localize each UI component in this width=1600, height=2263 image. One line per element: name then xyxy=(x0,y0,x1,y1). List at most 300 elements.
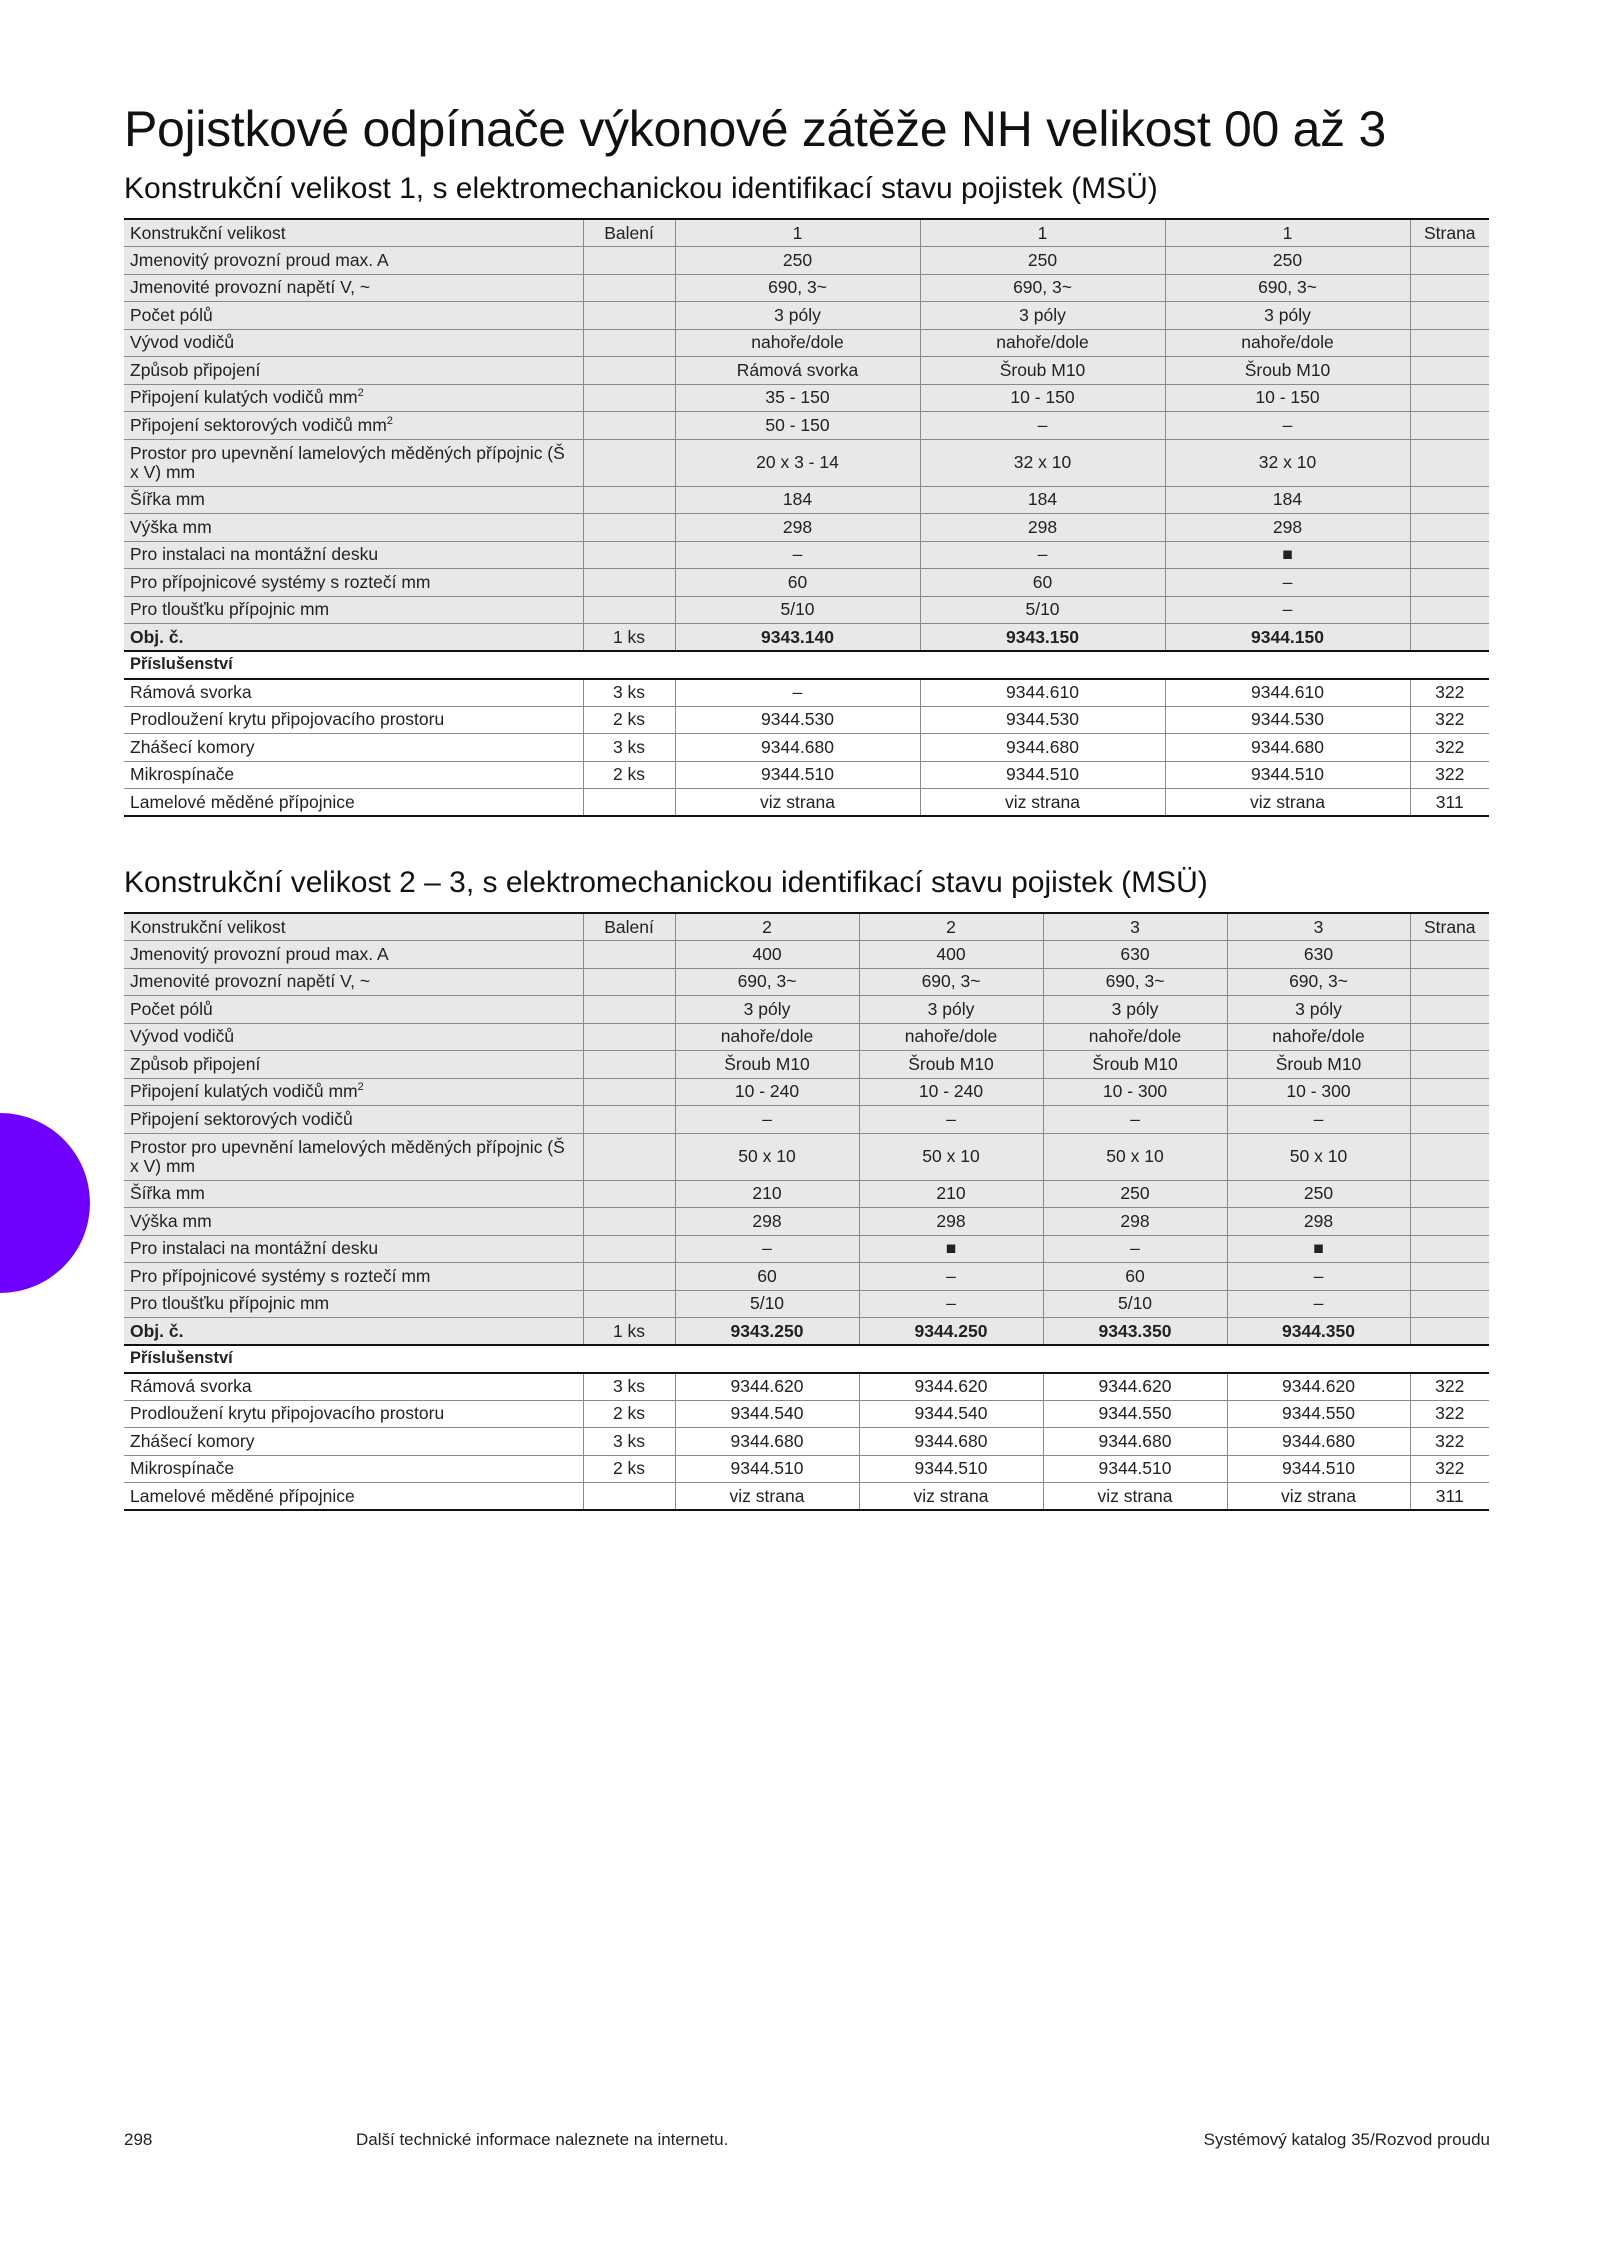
pack-cell: 2 ks xyxy=(583,1455,675,1483)
value-cell: ■ xyxy=(1227,1235,1410,1263)
value-cell: 5/10 xyxy=(920,596,1165,624)
value-cell: 3 póly xyxy=(675,996,859,1024)
value-cell: 9344.680 xyxy=(1165,734,1410,762)
value-cell: – xyxy=(1227,1106,1410,1134)
value-cell: viz strana xyxy=(920,789,1165,817)
page-ref-cell xyxy=(1410,968,1489,996)
page-ref-cell xyxy=(1410,1318,1489,1346)
pack-cell xyxy=(583,486,675,514)
value-cell: – xyxy=(920,412,1165,440)
unit-superscript: 2 xyxy=(357,1081,364,1094)
pack-cell xyxy=(583,384,675,412)
row-label: Pro tloušťku přípojnic mm xyxy=(124,1290,583,1318)
spec-row xyxy=(124,1235,1489,1263)
row-label: Výška mm xyxy=(124,514,583,542)
value-cell: 9344.610 xyxy=(920,679,1165,707)
row-label: Vývod vodičů xyxy=(124,329,583,357)
value-cell: – xyxy=(675,1106,859,1134)
accessories-heading-row xyxy=(124,1345,1489,1373)
row-label: Prostor pro upevnění lamelových měděných přípojnic (Š x V) mm xyxy=(124,439,583,486)
value-cell: – xyxy=(859,1290,1043,1318)
section-title-size-1: Konstrukční velikost 1, s elektromechanickou identifikací stavu pojistek (MSÜ) xyxy=(124,172,1158,205)
pack-cell: 1 ks xyxy=(583,1318,675,1346)
pack-cell xyxy=(583,996,675,1024)
value-cell: 3 xyxy=(1227,913,1410,941)
pack-cell: 2 ks xyxy=(583,761,675,789)
row-label: Obj. č. xyxy=(124,624,583,652)
spec-row xyxy=(124,1290,1489,1318)
page-ref-cell xyxy=(1410,1078,1489,1106)
accessory-row xyxy=(124,1428,1489,1456)
value-cell: 400 xyxy=(859,941,1043,969)
value-cell: Šroub M10 xyxy=(1227,1051,1410,1079)
value-cell: – xyxy=(675,679,920,707)
pack-cell xyxy=(583,302,675,330)
row-label: Způsob připojení xyxy=(124,357,583,385)
value-cell: 3 póly xyxy=(1043,996,1227,1024)
page-ref-cell xyxy=(1410,1133,1489,1180)
pack-cell xyxy=(583,1180,675,1208)
value-cell: 630 xyxy=(1043,941,1227,969)
spec-row xyxy=(124,486,1489,514)
page-title: Pojistkové odpínače výkonové zátěže NH velikost 00 až 3 xyxy=(124,101,1386,157)
value-cell: 9344.680 xyxy=(859,1428,1043,1456)
value-cell: viz strana xyxy=(1165,789,1410,817)
value-cell: 10 - 240 xyxy=(675,1078,859,1106)
value-cell: 630 xyxy=(1227,941,1410,969)
row-label: Pro instalaci na montážní desku xyxy=(124,541,583,569)
value-cell: Šroub M10 xyxy=(920,357,1165,385)
spec-row xyxy=(124,1208,1489,1236)
value-cell: 298 xyxy=(675,514,920,542)
value-cell: viz strana xyxy=(1227,1483,1410,1511)
value-cell: 9344.680 xyxy=(920,734,1165,762)
pack-cell xyxy=(583,439,675,486)
spec-row xyxy=(124,1263,1489,1291)
pack-cell: 2 ks xyxy=(583,1400,675,1428)
value-cell: 10 - 300 xyxy=(1043,1078,1227,1106)
value-cell: 32 x 10 xyxy=(1165,439,1410,486)
row-label: Výška mm xyxy=(124,1208,583,1236)
value-cell: viz strana xyxy=(1043,1483,1227,1511)
value-cell: 9344.510 xyxy=(1043,1455,1227,1483)
page-ref-cell: 322 xyxy=(1410,679,1489,707)
table-header-row xyxy=(124,913,1489,941)
value-cell: 9344.550 xyxy=(1227,1400,1410,1428)
value-cell: – xyxy=(1043,1106,1227,1134)
row-label: Prostor pro upevnění lamelových měděných přípojnic (Š x V) mm xyxy=(124,1133,583,1180)
value-cell: 5/10 xyxy=(675,596,920,624)
pack-cell xyxy=(583,1208,675,1236)
value-cell: 9344.350 xyxy=(1227,1318,1410,1346)
value-cell: 50 x 10 xyxy=(1227,1133,1410,1180)
accessory-row xyxy=(124,1373,1489,1401)
value-cell: nahoře/dole xyxy=(675,1023,859,1051)
spec-row xyxy=(124,968,1489,996)
value-cell: 10 - 150 xyxy=(920,384,1165,412)
value-cell: – xyxy=(1043,1235,1227,1263)
page-ref-cell xyxy=(1410,357,1489,385)
row-label: Rámová svorka xyxy=(124,679,583,707)
pack-cell xyxy=(583,1235,675,1263)
value-cell: – xyxy=(1165,569,1410,597)
value-cell: 298 xyxy=(1227,1208,1410,1236)
row-label: Pro přípojnicové systémy s roztečí mm xyxy=(124,1263,583,1291)
accessories-heading: Příslušenství xyxy=(124,651,1489,679)
value-cell: nahoře/dole xyxy=(1227,1023,1410,1051)
row-label: Počet pólů xyxy=(124,302,583,330)
page-ref-cell xyxy=(1410,384,1489,412)
footer-page-number: 298 xyxy=(124,2130,153,2149)
pack-cell xyxy=(583,1263,675,1291)
value-cell: Rámová svorka xyxy=(675,357,920,385)
row-label: Pro tloušťku přípojnic mm xyxy=(124,596,583,624)
value-cell: – xyxy=(1227,1290,1410,1318)
page-ref-cell xyxy=(1410,329,1489,357)
value-cell: 50 x 10 xyxy=(1043,1133,1227,1180)
value-cell: viz strana xyxy=(675,1483,859,1511)
pack-cell xyxy=(583,1023,675,1051)
value-cell: 690, 3~ xyxy=(1165,274,1410,302)
page-ref-cell xyxy=(1410,1263,1489,1291)
value-cell: 298 xyxy=(859,1208,1043,1236)
value-cell: 250 xyxy=(1043,1180,1227,1208)
page-ref-cell xyxy=(1410,1208,1489,1236)
spec-row xyxy=(124,1133,1489,1180)
value-cell: ■ xyxy=(1165,541,1410,569)
spec-row xyxy=(124,412,1489,440)
pack-cell: 2 ks xyxy=(583,706,675,734)
row-label: Prodloužení krytu připojovacího prostoru xyxy=(124,1400,583,1428)
value-cell: 60 xyxy=(675,1263,859,1291)
row-label: Jmenovité provozní napětí V, ~ xyxy=(124,274,583,302)
value-cell: 9343.150 xyxy=(920,624,1165,652)
value-cell: 9344.150 xyxy=(1165,624,1410,652)
unit-superscript: 2 xyxy=(357,387,364,400)
value-cell: 9344.680 xyxy=(1043,1428,1227,1456)
page-ref-cell xyxy=(1410,996,1489,1024)
pack-cell xyxy=(583,789,675,817)
spec-row xyxy=(124,274,1489,302)
row-label: Šířka mm xyxy=(124,1180,583,1208)
value-cell: 3 póly xyxy=(675,302,920,330)
page-ref-cell xyxy=(1410,486,1489,514)
row-label: Zhášecí komory xyxy=(124,734,583,762)
pack-cell xyxy=(583,1051,675,1079)
value-cell: 298 xyxy=(920,514,1165,542)
value-cell: 9344.510 xyxy=(675,761,920,789)
value-cell: 9344.620 xyxy=(859,1373,1043,1401)
pack-cell xyxy=(583,412,675,440)
page-ref-cell xyxy=(1410,1235,1489,1263)
value-cell: 298 xyxy=(675,1208,859,1236)
value-cell: 60 xyxy=(1043,1263,1227,1291)
value-cell: – xyxy=(1227,1263,1410,1291)
spec-row xyxy=(124,302,1489,330)
page-ref-cell xyxy=(1410,596,1489,624)
value-cell: 3 póly xyxy=(1165,302,1410,330)
pack-cell xyxy=(583,514,675,542)
value-cell: 9344.680 xyxy=(1227,1428,1410,1456)
spec-row xyxy=(124,514,1489,542)
row-label: Lamelové měděné přípojnice xyxy=(124,789,583,817)
spec-row xyxy=(124,1051,1489,1079)
value-cell: 35 - 150 xyxy=(675,384,920,412)
value-cell: 184 xyxy=(1165,486,1410,514)
page-ref-cell xyxy=(1410,302,1489,330)
value-cell: 10 - 240 xyxy=(859,1078,1043,1106)
table-header-row xyxy=(124,219,1489,247)
row-label: Mikrospínače xyxy=(124,1455,583,1483)
page-ref-cell xyxy=(1410,1106,1489,1134)
page-ref-cell: 322 xyxy=(1410,1428,1489,1456)
page-ref-cell xyxy=(1410,941,1489,969)
value-cell: 3 póly xyxy=(920,302,1165,330)
value-cell: 184 xyxy=(675,486,920,514)
spec-row xyxy=(124,541,1489,569)
value-cell: 9344.250 xyxy=(859,1318,1043,1346)
row-label: Vývod vodičů xyxy=(124,1023,583,1051)
value-cell: 9344.510 xyxy=(1165,761,1410,789)
value-cell: 210 xyxy=(859,1180,1043,1208)
row-label: Lamelové měděné přípojnice xyxy=(124,1483,583,1511)
pack-cell xyxy=(583,1133,675,1180)
page-ref-cell xyxy=(1410,412,1489,440)
pack-cell xyxy=(583,941,675,969)
value-cell: 690, 3~ xyxy=(675,274,920,302)
accessory-row xyxy=(124,1455,1489,1483)
value-cell: 210 xyxy=(675,1180,859,1208)
value-cell: 9344.530 xyxy=(675,706,920,734)
value-cell: – xyxy=(859,1263,1043,1291)
value-cell: 20 x 3 - 14 xyxy=(675,439,920,486)
value-cell: 298 xyxy=(1165,514,1410,542)
row-label: Rámová svorka xyxy=(124,1373,583,1401)
spec-row xyxy=(124,941,1489,969)
value-cell: – xyxy=(920,541,1165,569)
row-label: Připojení sektorových vodičů $mm^2$ xyxy=(124,412,583,440)
page-ref-cell: 322 xyxy=(1410,761,1489,789)
value-cell: 60 xyxy=(675,569,920,597)
value-cell: 60 xyxy=(920,569,1165,597)
accessory-row xyxy=(124,734,1489,762)
value-cell: 9344.530 xyxy=(1165,706,1410,734)
value-cell: 9344.530 xyxy=(920,706,1165,734)
value-cell: – xyxy=(859,1106,1043,1134)
page-ref-cell: 322 xyxy=(1410,734,1489,762)
value-cell: 9343.250 xyxy=(675,1318,859,1346)
value-cell: 3 póly xyxy=(1227,996,1410,1024)
pack-cell xyxy=(583,1106,675,1134)
value-cell: 9344.620 xyxy=(1227,1373,1410,1401)
page-ref-cell xyxy=(1410,274,1489,302)
value-cell: 50 x 10 xyxy=(675,1133,859,1180)
pack-cell xyxy=(583,569,675,597)
page-ref-cell xyxy=(1410,569,1489,597)
spec-row xyxy=(124,247,1489,275)
value-cell: 690, 3~ xyxy=(859,968,1043,996)
section-title-size-2-3: Konstrukční velikost 2 – 3, s elektromechanickou identifikací stavu pojistek (MSÜ) xyxy=(124,866,1208,899)
row-label: Zhášecí komory xyxy=(124,1428,583,1456)
value-cell: 9344.510 xyxy=(920,761,1165,789)
row-label: Šířka mm xyxy=(124,486,583,514)
value-cell: 50 x 10 xyxy=(859,1133,1043,1180)
value-cell: nahoře/dole xyxy=(859,1023,1043,1051)
value-cell: 9343.350 xyxy=(1043,1318,1227,1346)
value-cell: nahoře/dole xyxy=(920,329,1165,357)
accessory-row xyxy=(124,761,1489,789)
page-ref-cell xyxy=(1410,439,1489,486)
value-cell: 1 xyxy=(675,219,920,247)
spec-row xyxy=(124,357,1489,385)
pack-cell xyxy=(583,968,675,996)
value-cell: 9344.550 xyxy=(1043,1400,1227,1428)
value-cell: 10 - 150 xyxy=(1165,384,1410,412)
value-cell: 9344.610 xyxy=(1165,679,1410,707)
row-label: Jmenovitý provozní proud max. A xyxy=(124,941,583,969)
value-cell: 3 xyxy=(1043,913,1227,941)
value-cell: 9344.620 xyxy=(675,1373,859,1401)
footer-catalog-name: Systémový katalog 35/Rozvod proudu xyxy=(1203,2130,1490,2149)
value-cell: 250 xyxy=(920,247,1165,275)
page-ref-cell: 322 xyxy=(1410,706,1489,734)
page-ref-cell xyxy=(1410,624,1489,652)
value-cell: 2 xyxy=(675,913,859,941)
pack-cell xyxy=(583,329,675,357)
row-label: Způsob připojení xyxy=(124,1051,583,1079)
value-cell: – xyxy=(675,1235,859,1263)
footer-note: Další technické informace naleznete na internetu. xyxy=(356,2130,729,2149)
pack-cell xyxy=(583,1290,675,1318)
spec-row xyxy=(124,1078,1489,1106)
value-cell: 9344.680 xyxy=(675,734,920,762)
value-cell: nahoře/dole xyxy=(1165,329,1410,357)
value-cell: viz strana xyxy=(859,1483,1043,1511)
row-label: Prodloužení krytu připojovacího prostoru xyxy=(124,706,583,734)
value-cell: 690, 3~ xyxy=(1043,968,1227,996)
value-cell: 9344.540 xyxy=(675,1400,859,1428)
value-cell: 690, 3~ xyxy=(675,968,859,996)
spec-row xyxy=(124,384,1489,412)
pack-cell xyxy=(583,1483,675,1511)
pack-cell: 3 ks xyxy=(583,734,675,762)
row-label: Mikrospínače xyxy=(124,761,583,789)
pack-cell xyxy=(583,541,675,569)
page-ref-cell xyxy=(1410,247,1489,275)
row-label: Obj. č. xyxy=(124,1318,583,1346)
value-cell: nahoře/dole xyxy=(1043,1023,1227,1051)
value-cell: 400 xyxy=(675,941,859,969)
value-cell: 3 póly xyxy=(859,996,1043,1024)
pack-cell: Balení xyxy=(583,219,675,247)
value-cell: 2 xyxy=(859,913,1043,941)
spec-row xyxy=(124,569,1489,597)
value-cell: 9344.510 xyxy=(1227,1455,1410,1483)
accessory-row xyxy=(124,789,1489,817)
spec-table-size-1 xyxy=(124,218,1489,817)
spec-row xyxy=(124,329,1489,357)
value-cell: 9344.620 xyxy=(1043,1373,1227,1401)
value-cell: 690, 3~ xyxy=(920,274,1165,302)
pack-cell xyxy=(583,274,675,302)
pack-cell: 3 ks xyxy=(583,1428,675,1456)
spec-row xyxy=(124,596,1489,624)
row-label: Připojení kulatých vodičů $mm^2$ xyxy=(124,1078,583,1106)
value-cell: 9344.510 xyxy=(675,1455,859,1483)
pack-cell xyxy=(583,1078,675,1106)
value-cell: 10 - 300 xyxy=(1227,1078,1410,1106)
value-cell: 9344.510 xyxy=(859,1455,1043,1483)
pack-cell xyxy=(583,596,675,624)
value-cell: Šroub M10 xyxy=(675,1051,859,1079)
page-ref-cell: Strana xyxy=(1410,219,1489,247)
value-cell: 184 xyxy=(920,486,1165,514)
spec-row xyxy=(124,996,1489,1024)
page-ref-cell xyxy=(1410,541,1489,569)
accessory-row xyxy=(124,1483,1489,1511)
accessory-row xyxy=(124,706,1489,734)
row-label: Pro přípojnicové systémy s roztečí mm xyxy=(124,569,583,597)
row-label: Připojení kulatých vodičů $mm^2$ xyxy=(124,384,583,412)
spec-table-size-2-3 xyxy=(124,912,1489,1511)
page-ref-cell xyxy=(1410,1180,1489,1208)
order-number-row xyxy=(124,1318,1489,1346)
unit-superscript: 2 xyxy=(386,414,393,427)
value-cell: 690, 3~ xyxy=(1227,968,1410,996)
page-ref-cell xyxy=(1410,1290,1489,1318)
value-cell: ■ xyxy=(859,1235,1043,1263)
spec-row xyxy=(124,1106,1489,1134)
accessory-row xyxy=(124,1400,1489,1428)
page-ref-cell: 311 xyxy=(1410,1483,1489,1511)
page-ref-cell: 322 xyxy=(1410,1455,1489,1483)
pack-cell: Balení xyxy=(583,913,675,941)
pack-cell: 3 ks xyxy=(583,1373,675,1401)
value-cell: Šroub M10 xyxy=(1043,1051,1227,1079)
page-ref-cell: 322 xyxy=(1410,1400,1489,1428)
row-label: Jmenovité provozní napětí V, ~ xyxy=(124,968,583,996)
value-cell: Šroub M10 xyxy=(859,1051,1043,1079)
row-label: Konstrukční velikost xyxy=(124,219,583,247)
value-cell: 250 xyxy=(1165,247,1410,275)
value-cell: Šroub M10 xyxy=(1165,357,1410,385)
page-ref-cell xyxy=(1410,1023,1489,1051)
value-cell: 32 x 10 xyxy=(920,439,1165,486)
value-cell: 9343.140 xyxy=(675,624,920,652)
pack-cell: 3 ks xyxy=(583,679,675,707)
value-cell: nahoře/dole xyxy=(675,329,920,357)
value-cell: – xyxy=(675,541,920,569)
pack-cell xyxy=(583,247,675,275)
value-cell: 1 xyxy=(1165,219,1410,247)
purple-section-tab xyxy=(0,1113,90,1293)
accessories-heading: Příslušenství xyxy=(124,1345,1489,1373)
order-number-row xyxy=(124,624,1489,652)
value-cell: – xyxy=(1165,596,1410,624)
value-cell: – xyxy=(1165,412,1410,440)
spec-row xyxy=(124,1180,1489,1208)
value-cell: 5/10 xyxy=(675,1290,859,1318)
row-label: Připojení sektorových vodičů xyxy=(124,1106,583,1134)
value-cell: 9344.540 xyxy=(859,1400,1043,1428)
row-label: Počet pólů xyxy=(124,996,583,1024)
row-label: Konstrukční velikost xyxy=(124,913,583,941)
value-cell: 1 xyxy=(920,219,1165,247)
row-label: Jmenovitý provozní proud max. A xyxy=(124,247,583,275)
value-cell: 9344.680 xyxy=(675,1428,859,1456)
spec-row xyxy=(124,439,1489,486)
accessory-row xyxy=(124,679,1489,707)
